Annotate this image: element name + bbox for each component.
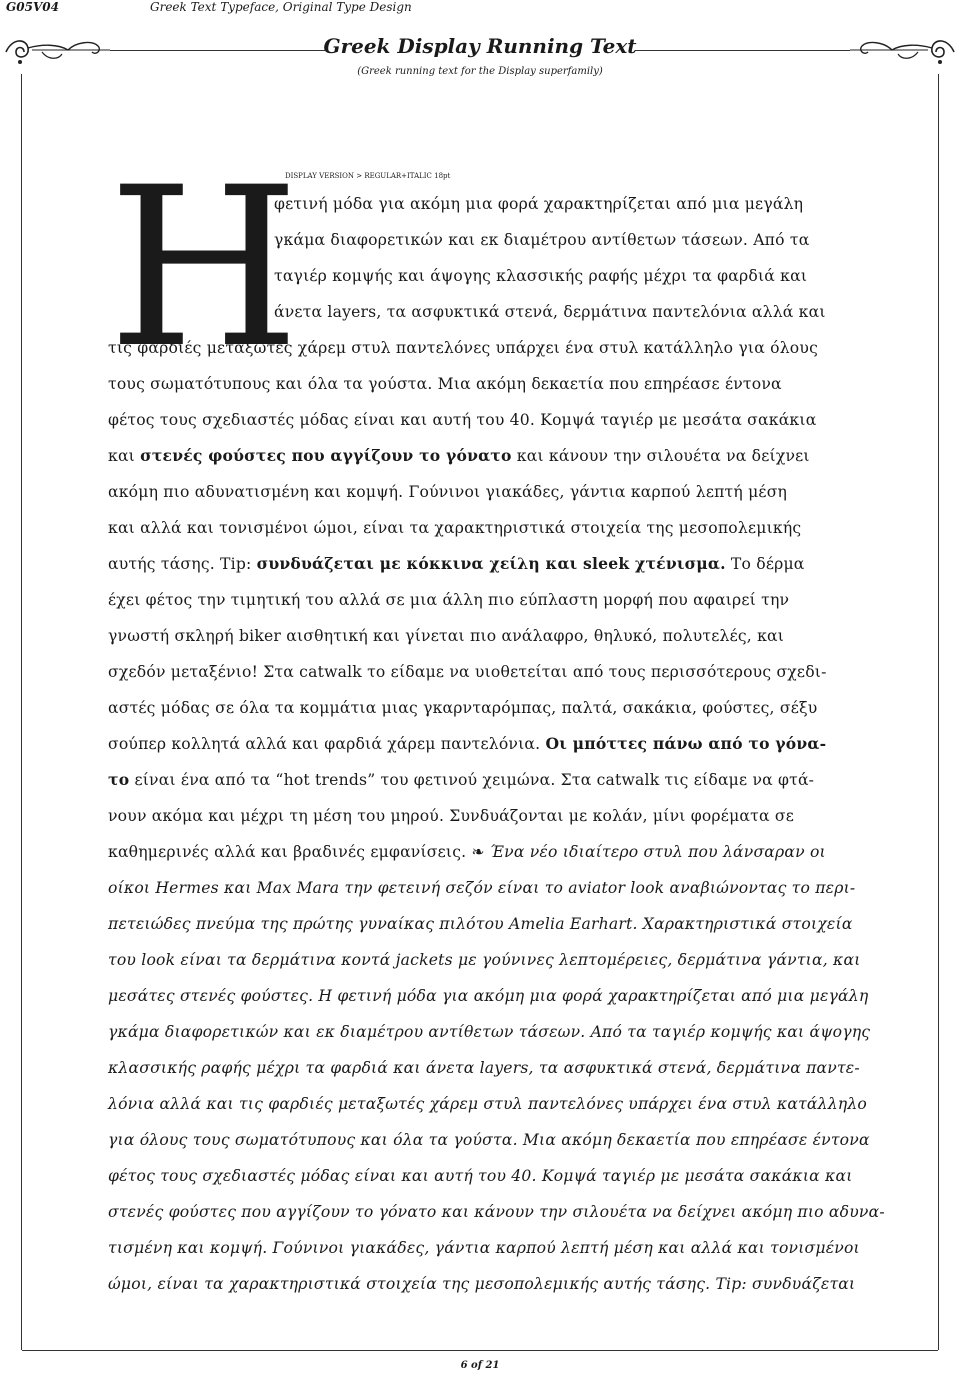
leaf-ornament-icon: ❧ (471, 843, 485, 861)
text-line: έχει φέτος την τιμητική του αλλά σε μια άλλη πιο εύπλαστη μορφή που αφαιρεί την (108, 591, 790, 609)
text-line (108, 546, 860, 582)
text-line (108, 438, 860, 474)
drop-cap: Η (108, 140, 300, 396)
text-line: νουν ακόμα και μέχρι τη μέση του μηρού. Συνδυάζονται με κολάν, μίνι φορέματα σε (108, 807, 794, 825)
running-text-italic (108, 870, 885, 1302)
frame-left-line (21, 74, 22, 1350)
section-title: Greek Display Running Text (323, 34, 637, 58)
text-line (108, 834, 860, 870)
bold-segment: συνδυάζεται με κόκκινα χείλη και sleek χτένισμα. (256, 554, 726, 573)
document-title: Greek Text Typeface, Original Type Design (150, 0, 412, 14)
text-segment: είναι ένα από τα “hot trends” του φετινού χειμώνα. Στα catwalk τις είδαμε να φτά- (129, 771, 815, 789)
bold-segment: το (108, 770, 130, 789)
section-subtitle: (Greek running text for the Display superfamily) (357, 66, 603, 77)
text-line: φέτος τους σχεδιαστές μόδας είναι και αυτή του 40. Κομψά ταγιέρ με μεσάτα σακάκια και (108, 1167, 853, 1185)
text-line: τους σωματότυπους και όλα τα γούστα. Μια ακόμη δεκαετία που επηρέασε έντονα (108, 375, 782, 393)
top-bar (0, 0, 960, 16)
text-line: του look είναι τα δερμάτινα κοντά jackets με γούνινες λεπτομέρειες, δερμάτινα γάντια, και (108, 951, 861, 969)
text-line: αστές μόδας σε όλα τα κομμάτια μιας γκαρνταρόμπας, παλτά, σακάκια, φούστες, σέξυ (108, 699, 818, 717)
text-segment: και κάνουν την σιλουέτα να δείχνει (511, 447, 810, 465)
text-line: γκάμα διαφορετικών και εκ διαμέτρου αντίθετων τάσεων. Από τα (274, 231, 810, 249)
frame-right-line (938, 74, 939, 1350)
text-line: στενές φούστες που αγγίζουν το γόνατο και κάνουν την σιλουέτα να δείχνει ακόμη πιο αδυνα- (108, 1203, 885, 1221)
bold-segment: Οι μπόττες πάνω από το γόνα- (545, 734, 827, 753)
text-line: γνωστή σκληρή biker αισθητική και γίνεται πιο ανάλαφρο, θηλυκό, πολυτελές, και (108, 627, 785, 645)
text-line (108, 762, 860, 798)
text-line: για όλους τους σωματότυπους και όλα τα γούστα. Μια ακόμη δεκαετία που επηρέασε έντονα (108, 1131, 870, 1149)
document-code: G05V04 (6, 0, 59, 14)
text-segment: και (108, 447, 141, 465)
text-line: τις φαρδιές μεταξωτές χάρεμ στυλ παντελόνες υπάρχει ένα στυλ κατάλληλο για όλους (108, 339, 819, 357)
text-line: γκάμα διαφορετικών και εκ διαμέτρου αντίθετων τάσεων. Από τα ταγιέρ κομψής και άψογης (108, 1023, 871, 1041)
spec-label: DISPLAY VERSION > REGULAR+ITALIC 18pt (285, 172, 451, 180)
running-text-intro (108, 186, 860, 330)
text-line: άνετα layers, τα ασφυκτικά στενά, δερμάτινα παντελόνια αλλά και (274, 303, 826, 321)
text-line: φέτος τους σχεδιαστές μόδας είναι και αυτή του 40. Κομψά ταγιέρ με μεσάτα σακάκια (108, 411, 817, 429)
text-segment: αυτής τάσης. Tip: (108, 555, 257, 573)
text-line (108, 726, 860, 762)
text-line: ώμοι, είναι τα χαρακτηριστικά στοιχεία της μεσοπολεμικής αυτής τάσης. Tip: συνδυάζεται (108, 1275, 856, 1293)
text-line: φετινή μόδα για ακόμη μια φορά χαρακτηρίζεται από μια μεγάλη (274, 195, 804, 213)
text-line: κλασσικής ραφής μέχρι τα φαρδιά και άνετα layers, τα ασφυκτικά στενά, δερμάτινα παντε- (108, 1059, 860, 1077)
text-segment: Το δέρμα (725, 555, 805, 573)
text-segment: καθημερινές αλλά και βραδινές εμφανίσεις. (108, 843, 472, 861)
text-line: και αλλά και τονισμένοι ώμοι, είναι τα χαρακτηριστικά στοιχεία της μεσοπολεμικής (108, 519, 802, 537)
footer-rule (22, 1350, 938, 1351)
text-line: σχεδόν μεταξένιο! Στα catwalk το είδαμε να υιοθετείται από τους περισσότερους σχεδι- (108, 663, 827, 681)
text-line: λόνια αλλά και τις φαρδιές μεταξωτές χάρεμ στυλ παντελόνες υπάρχει ένα στυλ κατάλληλο (108, 1095, 868, 1113)
text-line: πετειώδες πνεύμα της πρώτης γυναίκας πιλότου Amelia Earhart. Χαρακτηριστικά στοιχεία (108, 915, 853, 933)
italic-segment: Ένα νέο ιδιαίτερο στυλ που λάνσαραν οι (484, 843, 826, 861)
bold-segment: στενές φούστες που αγγίζουν το γόνατο (140, 446, 512, 465)
text-line: μεσάτες στενές φούστες. Η φετινή μόδα για ακόμη μια φορά χαρακτηρίζεται από μια μεγάλη (108, 987, 869, 1005)
text-segment: σούπερ κολλητά αλλά και φαρδιά χάρεμ παντελόνια. (108, 735, 546, 753)
text-line: ταγιέρ κομψής και άψογης κλασσικής ραφής μέχρι τα φαρδιά και (274, 267, 808, 285)
text-line: ακόμη πιο αδυνατισμένη και κομψή. Γούνινοι γιακάδες, γάντια καρπού λεπτή μέση (108, 483, 788, 501)
running-text-body (108, 330, 860, 870)
text-line: τισμένη και κομψή. Γούνινοι γιακάδες, γάντια καρπού λεπτή μέση και αλλά και τονισμένοι (108, 1239, 860, 1257)
text-line: οίκοι Hermes και Max Mara την φετεινή σεζόν είναι το aviator look αναβιώνοντας το περι- (108, 879, 856, 897)
page-number: 6 of 21 (460, 1360, 500, 1371)
